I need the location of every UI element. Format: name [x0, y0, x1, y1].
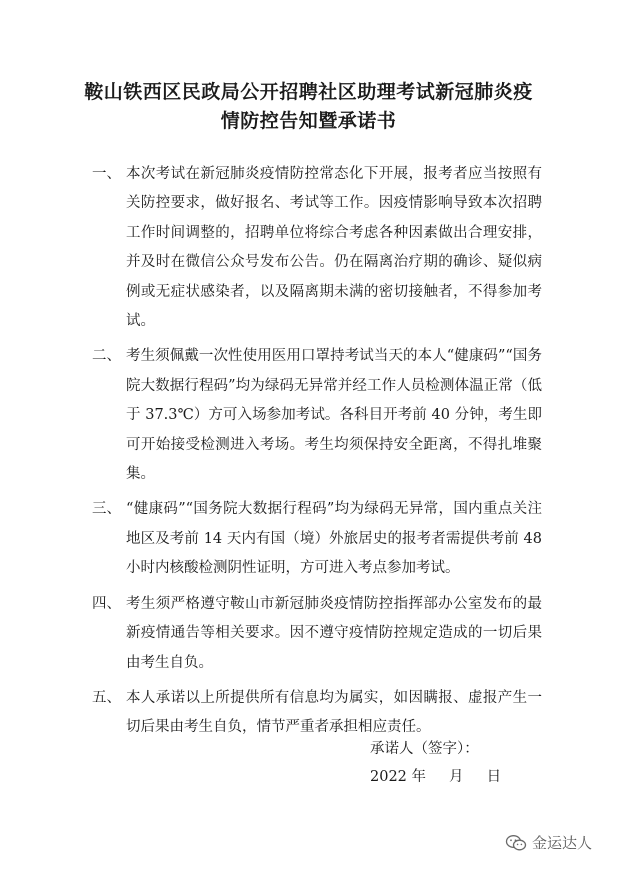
title-line-1: 鞍山铁西区民政局公开招聘社区助理考试新冠肺炎疫 [84, 81, 533, 103]
signature-label: 承诺人（签字）： [370, 741, 479, 757]
commitment-item-1 [92, 160, 542, 336]
commitment-list [92, 160, 542, 749]
item-number: 五、 [92, 689, 121, 706]
item-text: 本人承诺以上所提供所有信息均为属实，如因瞒报、虚报产生一切后果由考生自负，情节严重者承担相应责任。 [126, 689, 542, 736]
commitment-item-4 [92, 590, 542, 678]
watermark-text: 金运达人 [532, 834, 593, 852]
title-line-2: 情防控告知暨承诺书 [220, 110, 397, 132]
document-title [60, 78, 557, 136]
watermark [505, 832, 592, 853]
item-text: “健康码”“国务院大数据行程码”均为绿码无异常，国内重点关注地区及考前 14 天内有国（境）外旅居史的报考者需提供考前 48 小时内核酸检测阴性证明，方可进入考点参加考试。 [126, 501, 542, 577]
commitment-item-2 [92, 342, 542, 489]
item-text: 考生须佩戴一次性使用医用口罩持考试当天的本人“健康码”“国务院大数据行程码”均为绿码无异常并经工作人员检测体温正常（低于 37.3℃）方可入场参加考试。各科目开考前 40 分钟，考生即可开始接受检测进入考场。考生均须保持安全距离，不得扎堆聚集。 [126, 348, 542, 483]
commitment-item-3 [92, 495, 542, 583]
item-number: 一、 [92, 166, 121, 182]
item-text: 考生须严格遵守鞍山市新冠肺炎疫情防控指挥部办公室发布的最新疫情通告等相关要求。因不遵守疫情防控规定造成的一切后果由考生自负。 [126, 595, 542, 671]
item-number: 四、 [92, 595, 121, 612]
item-number: 二、 [92, 348, 121, 365]
item-text: 本次考试在新冠肺炎疫情防控常态化下开展，报考者应当按照有关防控要求，做好报名、考试等工作。因疫情影响导致本次招聘工作时间调整的，招聘单位将综合考虑各种因素做出合理安排，并及时在微信公众号发布公告。仍在隔离治疗期的确诊、疑似病例或无症状感染者，以及隔离期未满的密切接触者，不得参加考试。 [126, 166, 542, 330]
wechat-icon [505, 834, 527, 852]
commitment-item-5 [92, 684, 542, 743]
item-number: 三、 [92, 501, 121, 518]
date-line: 2022 年 月 日 [370, 769, 502, 785]
